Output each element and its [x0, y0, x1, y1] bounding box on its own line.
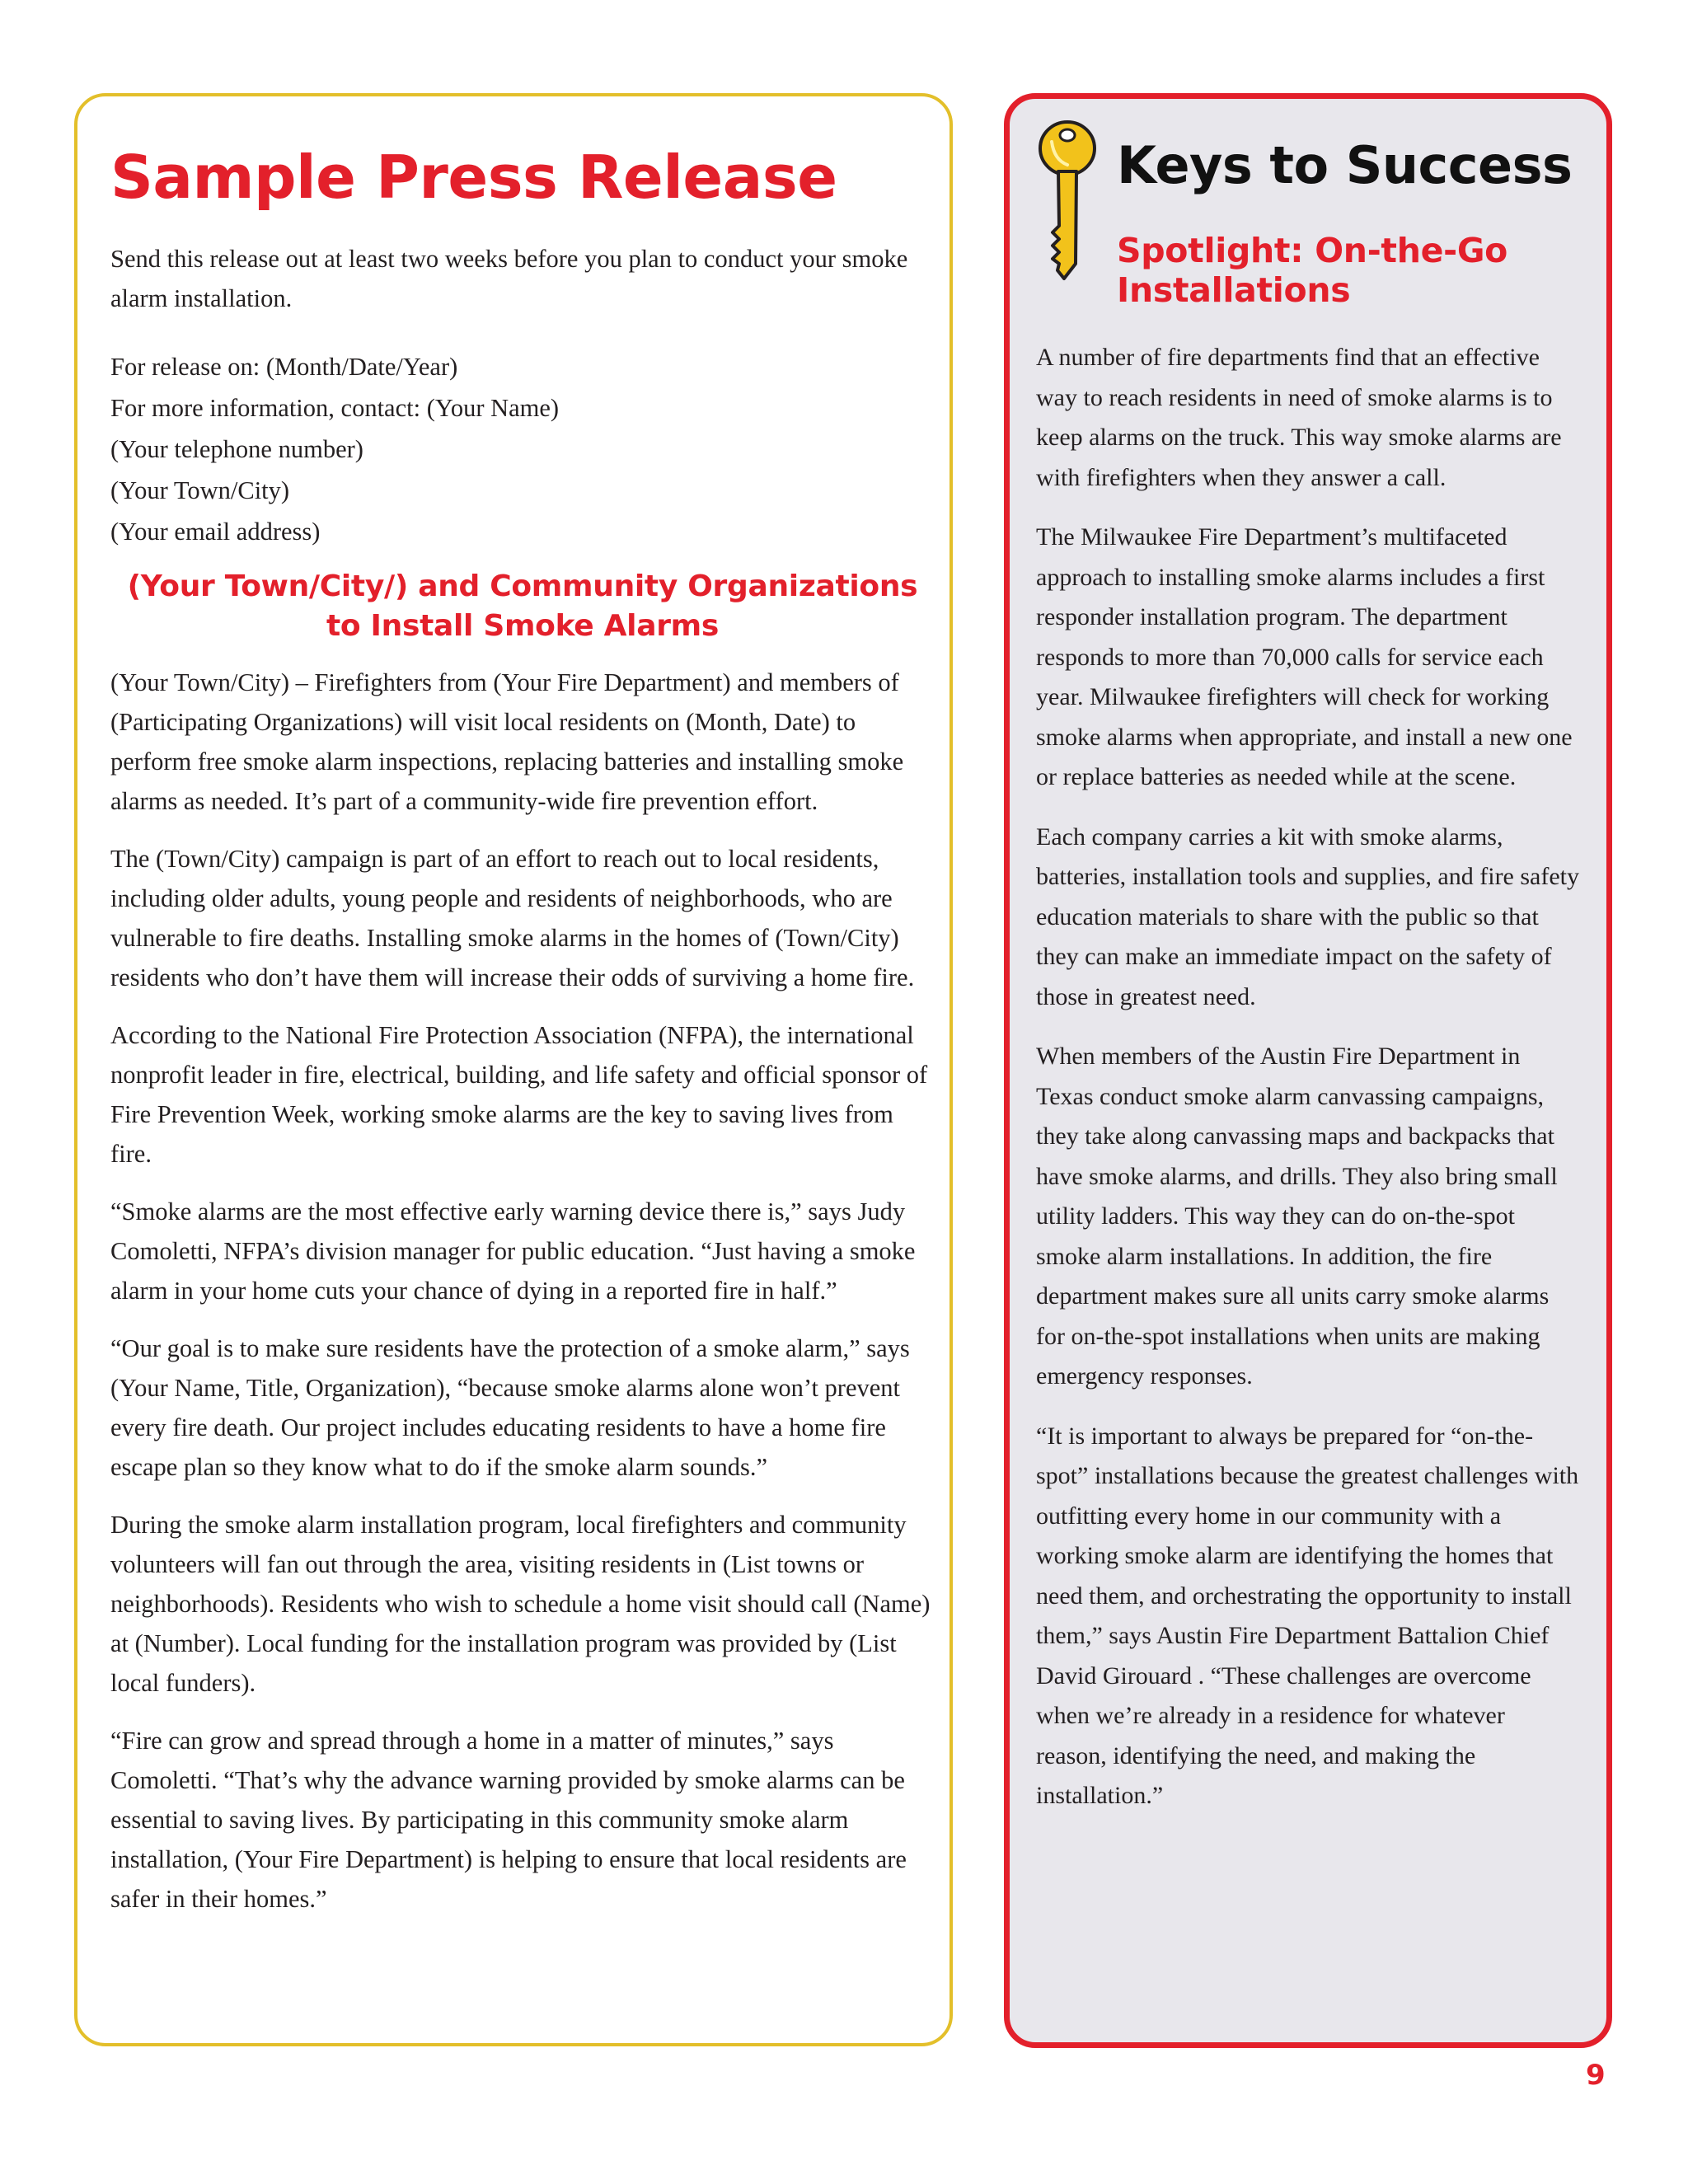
- sidebar-paragraph: A number of fire departments find that an effective way to reach residents in need of smoke alarms is to keep alarms on the truck. This way smoke alarms are with firefighters when they answer a call.: [1036, 344, 1562, 491]
- release-paragraph: During the smoke alarm installation program, local firefighters and community volunteers will fan out through the area, visiting residents in (List towns or neighborhoods). Residents who wish to schedule a home visit should call (Name) at (Number). Local funding for the installation program was provided by (List local funders).: [110, 1511, 931, 1697]
- keys-to-success-sidebar: [1004, 93, 1612, 2048]
- release-paragraph: The (Town/City) campaign is part of an effort to reach out to local residents, including older adults, young people and residents of neighborhoods, who are vulnerable to fire deaths. Installing smoke alarms in the homes of (Town/City) residents who don’t have them will increase their odds of surviving a home fire.: [110, 845, 915, 991]
- press-release-panel: [74, 93, 953, 2046]
- release-paragraph: According to the National Fire Protection Association (NFPA), the international nonprofit leader in fire, electrical, building, and life safety and official sponsor of Fire Prevention Week, working smoke alarms are the key to saving lives from fire.: [110, 1021, 928, 1168]
- sidebar-paragraph: When members of the Austin Fire Department in Texas conduct smoke alarm canvassing campaigns, they take along canvassing maps and backpacks that have smoke alarms, and drills. They also bring small utility ladders. This way they can do on-the-spot smoke alarm installations. In addition, the fire department makes sure all units carry smoke alarms for on-the-spot installations when units are making emergency responses.: [1036, 1043, 1558, 1390]
- release-paragraph: (Your Town/City) – Firefighters from (Your Fire Department) and members of (Participating Organizations) will visit local residents on (Month, Date) to perform free smoke alarm inspections, replacing batteries and installing smoke alarms as needed. It’s part of a community-wide fire prevention effort.: [110, 668, 904, 815]
- page-number: 9: [1586, 2059, 1606, 2092]
- press-release-title: Sample Press Release: [110, 143, 837, 212]
- sidebar-paragraph: Each company carries a kit with smoke alarms, batteries, installation tools and supplies, and fire safety education materials to share with the public so that they can make an immediate impact on the safety of those in greatest need.: [1036, 823, 1580, 1010]
- contact-block: [110, 346, 935, 552]
- contact-line: (Your email address): [110, 518, 321, 546]
- contact-line: (Your Town/City): [110, 476, 290, 504]
- key-icon: [1034, 117, 1102, 282]
- press-release-intro: Send this release out at least two weeks before you plan to conduct your smoke alarm installation.: [110, 245, 908, 312]
- sidebar-paragraph: The Milwaukee Fire Department’s multifaceted approach to installing smoke alarms includes a first responder installation program. The department responds to more than 70,000 calls for service each year. Milwaukee firefighters will check for working smoke alarms when appropriate, and install a new one or replace batteries as needed while at the scene.: [1036, 523, 1573, 790]
- spotlight-title-line: Installations: [1117, 270, 1351, 310]
- sidebar-title: Keys to Success: [1117, 135, 1573, 195]
- spotlight-title: [1117, 231, 1545, 310]
- release-headline-line: to Install Smoke Alarms: [326, 609, 720, 643]
- spotlight-title-line: Spotlight: On-the-Go: [1117, 231, 1508, 270]
- release-headline-line: (Your Town/City/) and Community Organizations: [127, 569, 918, 603]
- release-paragraph: “Fire can grow and spread through a home in a matter of minutes,” says Comoletti. “That’s why the advance warning provided by smoke alarms can be essential to saving lives. By participating in this community smoke alarm installation, (Your Fire Department) is helping to ensure that local residents are safer in their homes.”: [110, 1727, 907, 1913]
- release-paragraph: “Smoke alarms are the most effective early warning device there is,” says Judy Comoletti, NFPA’s division manager for public education. “Just having a smoke alarm in your home cuts your chance of dying in a reported fire in half.”: [110, 1197, 916, 1305]
- sidebar-body: [1036, 338, 1580, 1836]
- contact-line: (Your telephone number): [110, 435, 363, 463]
- contact-line: For more information, contact: (Your Name): [110, 394, 560, 422]
- release-paragraph: “Our goal is to make sure residents have the protection of a smoke alarm,” says (Your Name, Title, Organization), “because smoke alarms alone won’t prevent every fire death. Our project includes educating residents to have a home fire escape plan so they know what to do if the smoke alarm sounds.”: [110, 1334, 910, 1481]
- contact-line: For release on: (Month/Date/Year): [110, 353, 458, 381]
- press-release-body: [110, 239, 935, 1937]
- release-headline: [110, 567, 935, 646]
- sidebar-paragraph: “It is important to always be prepared for “on-the-spot” installations because the greatest challenges with outfitting every home in our community with a working smoke alarm are identifying the homes that need them, and orchestrating the opportunity to install them,” says Austin Fire Department Battalion Chief David Girouard . “These challenges are overcome when we’re already in a residence for whatever reason, identifying the need, and making the installation.”: [1036, 1422, 1579, 1809]
